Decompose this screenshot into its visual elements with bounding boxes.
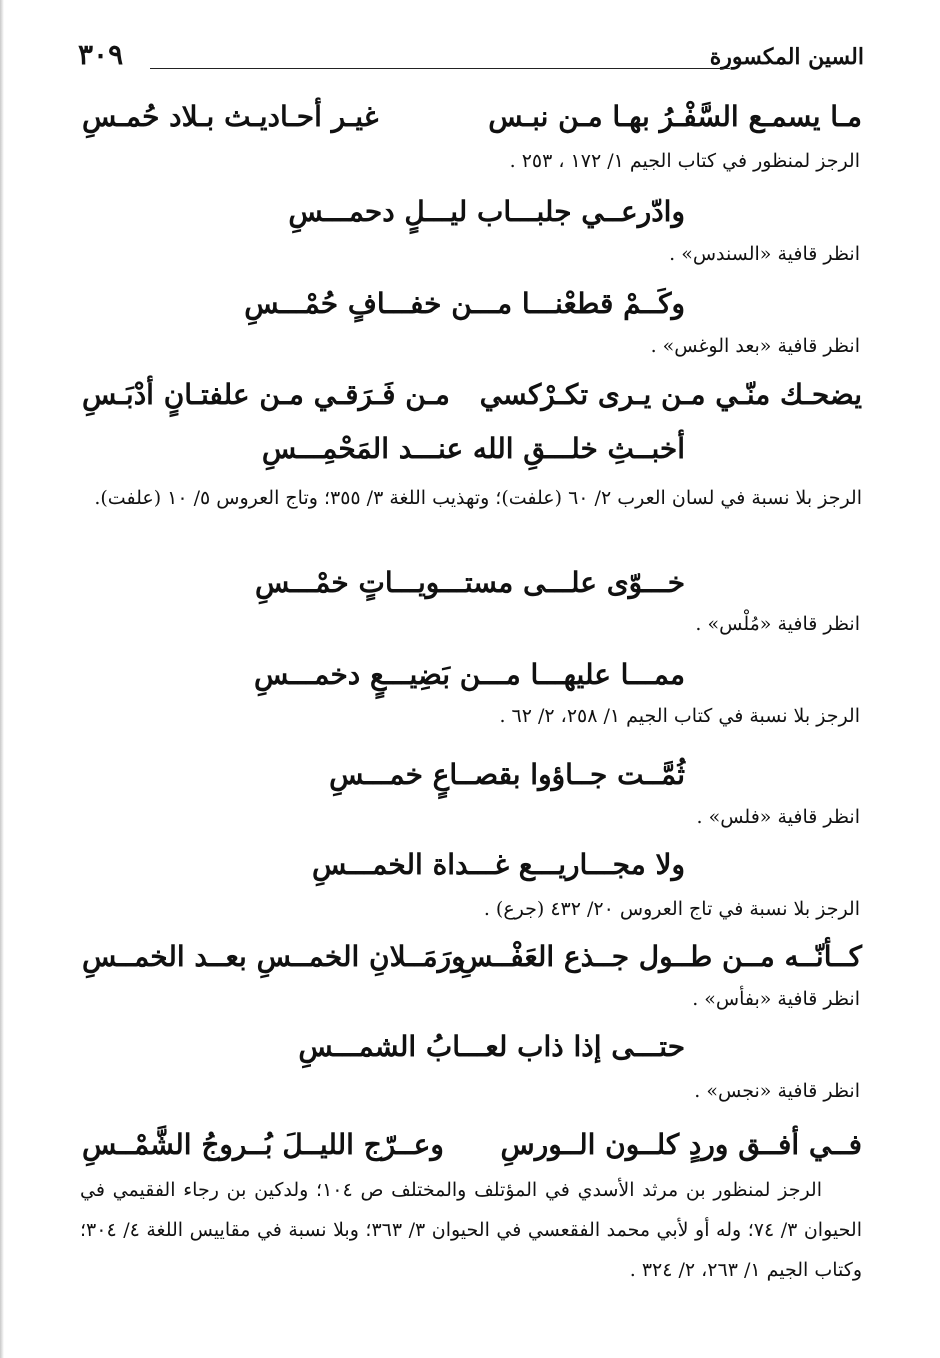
verse-line: ولا مجـــاريـــع غـــداة الخمـــسِ	[311, 848, 685, 881]
verse-line: حتـــى إذا ذاب لعـــابُ الشمـــسِ	[298, 1030, 685, 1063]
verse-note: الرجز بلا نسبة في لسان العرب ٢/ ٦٠ (علفت)؛ وتهذيب اللغة ٣/ ٣٥٥؛ وتاج العروس ٥/ ١٠ (علفت).	[94, 487, 862, 509]
verse-hemistich-right: يضحـك منّـي مـن يـرى تكـرْكسي	[479, 378, 862, 411]
verse-note: انظر قافية «بعد الوغس» .	[650, 335, 860, 357]
verse-hemistich-right: فــي أفــق وردٍ كلــون الــورسِ	[500, 1128, 862, 1161]
verse-line: وادّرعــي جلبـــاب ليـــلٍ دحمـــسِ	[288, 195, 685, 228]
verse-hemistich-left: مـن فَـرَقـي مـن علفتـانٍ أدْبَـسِ	[82, 378, 450, 411]
verse-line: وكَــمْ قطعْنـــا مـــن خفـــافٍ حُمْـــسِ	[244, 287, 685, 320]
page-edge-shadow	[0, 0, 4, 1358]
verse-note: انظر قافية «السندس» .	[669, 243, 860, 265]
verse-line: ممـــا عليهـــا مـــن بَضِيـــعٍ دخمـــسِ	[253, 658, 685, 691]
verse-hemistich-right: كــأنّــه مــن طــول جــذع العَفْــسِ	[458, 940, 862, 973]
verse-note: الرجز لمنظور بن مرثد الأسدي في المؤتلف والمختلف ص ١٠٤؛ ولدكين بن رجاء الفقيمي في الحيوان ٣/ ٧٤؛ وله أو لأبي محمد الفقعسي في الحيوان ٣/ ٣٦٣؛ وبلا نسبة في مقاييس اللغة ٤/ ٣٠٤؛ وكتاب الجيم ١/ ٢٦٣، ٢/ ٣٢٤ .	[80, 1179, 862, 1281]
verse-hemistich-left: وعــرّج الليــلَ بُــروجُ الشَّمْــسِ	[82, 1128, 444, 1161]
running-header	[70, 38, 870, 84]
header-rule	[150, 68, 730, 69]
verse-hemistich-left: غيـر أحـاديـث بـلاد حُمـسِ	[82, 100, 379, 133]
verse-hemistich-left: ورَمَــلانِ الخمــسِ بعــد الخمــسِ	[82, 940, 465, 973]
verse-line: خـــوّى علـــى مستـــويـــاتٍ خمْـــسِ	[254, 566, 685, 599]
page-number: ٣٠٩	[78, 38, 124, 71]
verse-hemistich-right: مـا يسمـع السَّفْـرُ بهـا مـن نبـس	[488, 100, 862, 133]
verse-note: انظر قافية «نجس» .	[694, 1080, 860, 1102]
verse-note: الرجز بلا نسبة في تاج العروس ٢٠/ ٤٣٢ (جرع) .	[483, 898, 860, 920]
verse-note: انظر قافية «مُلْس» .	[695, 613, 860, 635]
verse-note: انظر قافية «بفأس» .	[692, 988, 860, 1010]
header-title: السين المكسورة	[709, 44, 864, 70]
verse-note: انظر قافية «فلس» .	[696, 806, 860, 828]
verse-note: الرجز بلا نسبة في كتاب الجيم ١/ ٢٥٨، ٢/ ٦٢ .	[499, 705, 860, 727]
verse-note: الرجز لمنظور في كتاب الجيم ١/ ١٧٢ ، ٢٥٣ .	[509, 150, 860, 172]
verse-line: ثُمَّــت جــاؤوا بقصــاعٍ خمـــسِ	[329, 758, 685, 791]
verse-line: أخبــثِ خلـــقِ الله عنـــد المَحْمِـــسِ	[261, 432, 685, 465]
